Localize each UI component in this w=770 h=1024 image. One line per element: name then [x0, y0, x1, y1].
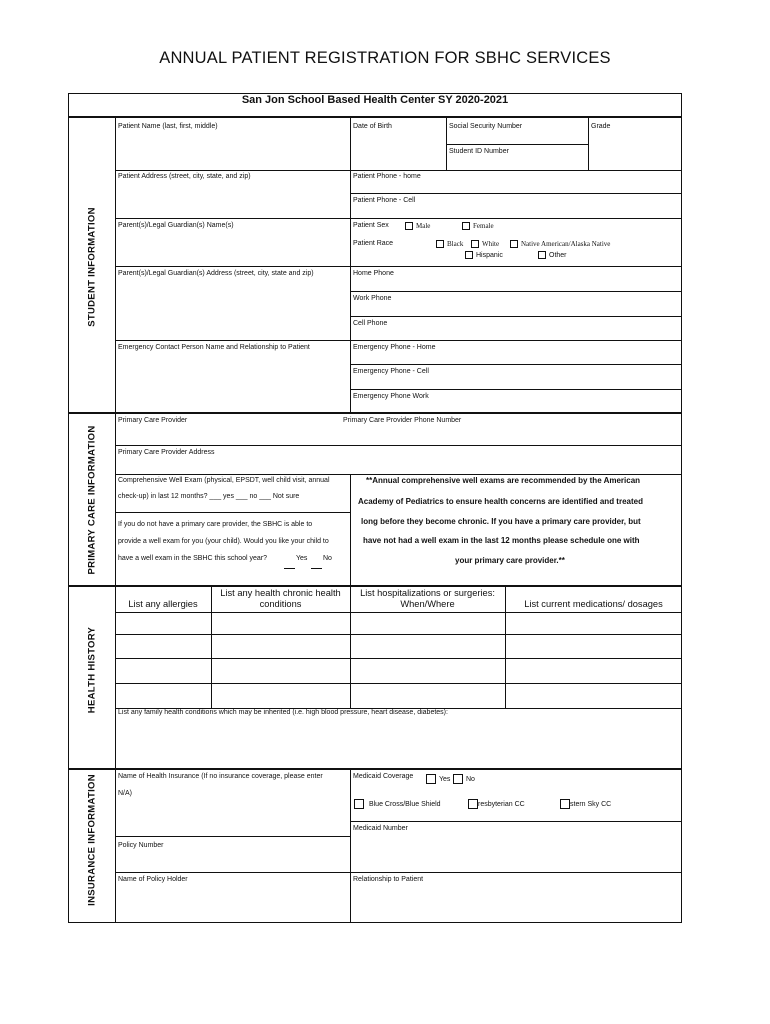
primary-care-address-field[interactable]: Primary Care Provider Address	[118, 449, 215, 456]
row-line	[115, 474, 682, 475]
emergency-home-field[interactable]: Emergency Phone - Home	[353, 344, 436, 351]
blue-cross-label: Blue Cross/Blue Shield	[368, 800, 441, 808]
row-line	[350, 364, 682, 365]
checkbox-icon[interactable]	[436, 240, 444, 248]
row-line	[350, 193, 682, 194]
checkbox-icon[interactable]	[462, 222, 470, 230]
medicaid-yes-label: Yes	[439, 775, 451, 783]
insurance-name-line2: N/A)	[118, 790, 132, 797]
policy-number-field[interactable]: Policy Number	[118, 842, 164, 849]
row-line	[350, 821, 682, 822]
well-exam-note-line1: **Annual comprehensive well exams are recommended by the American	[366, 476, 641, 485]
row-line	[115, 170, 682, 171]
row-line	[115, 634, 682, 635]
emergency-work-field[interactable]: Emergency Phone Work	[353, 393, 429, 400]
sex-female-label: Female	[473, 222, 494, 230]
date-of-birth-field[interactable]: Date of Birth	[353, 123, 392, 130]
presbyterian-label: resbyterian CC	[478, 800, 525, 808]
checkbox-icon[interactable]	[453, 774, 463, 784]
well-exam-note-line4: have not had a well exam in the last 12 months please schedule one with	[363, 536, 640, 545]
well-exam-note-line5: your primary care provider.**	[455, 556, 565, 565]
checkbox-icon[interactable]	[405, 222, 413, 230]
insurance-name-line1[interactable]: Name of Health Insurance (If no insurance coverage, please enter	[118, 773, 323, 780]
section-label-primary-care: PRIMARY CARE INFORMATION	[86, 425, 98, 575]
guardian-address-field[interactable]: Parent(s)/Legal Guardian(s) Address (street, city, state and zip)	[118, 270, 314, 277]
student-mid-divider	[350, 116, 351, 412]
no-provider-text-line2: provide a well exam for you (your child). Would you like your child to	[118, 538, 329, 545]
chronic-header-line2: conditions	[259, 599, 302, 609]
insurance-divider	[350, 768, 351, 923]
race-black-option[interactable]	[436, 240, 463, 248]
well-exam-note-line3: long before they become chronic. If you have a primary care provider, but	[361, 517, 641, 526]
race-native-option[interactable]	[510, 240, 610, 248]
row-line	[350, 316, 682, 317]
ssn-divider	[446, 116, 447, 170]
surgeries-header	[350, 588, 505, 610]
surgeries-header-line1: List hospitalizations or surgeries:	[360, 588, 495, 598]
western-sky-label: stern Sky CC	[570, 800, 612, 808]
medications-header: List current medications/ dosages	[524, 599, 663, 609]
patient-address-field[interactable]: Patient Address (street, city, state, and zip)	[118, 173, 251, 180]
row-line	[115, 445, 682, 446]
cell-phone-field[interactable]: Cell Phone	[353, 320, 388, 327]
relationship-field[interactable]: Relationship to Patient	[353, 876, 424, 883]
checkbox-icon[interactable]	[468, 799, 478, 809]
chronic-header-line1: List any health chronic health	[220, 588, 341, 598]
yes-blank[interactable]	[284, 568, 295, 569]
race-white-label: White	[482, 240, 500, 248]
race-white-option[interactable]	[471, 240, 499, 248]
row-line	[115, 512, 350, 513]
sex-male-option[interactable]	[405, 222, 430, 230]
surgeries-header-line2: When/Where	[400, 599, 455, 609]
primary-care-phone-field[interactable]: Primary Care Provider Phone Number	[343, 417, 462, 424]
well-exam-yes-option[interactable]: Yes	[296, 555, 308, 562]
checkbox-icon[interactable]	[354, 799, 364, 809]
no-blank[interactable]	[311, 568, 322, 569]
medicaid-yes-option[interactable]	[426, 774, 450, 784]
emergency-contact-field[interactable]: Emergency Contact Person Name and Relationship to Patient	[118, 344, 310, 351]
checkbox-icon[interactable]	[538, 251, 546, 259]
patient-race-label: Patient Race	[353, 240, 394, 247]
label-column-divider	[115, 116, 116, 923]
no-provider-text-line1: If you do not have a primary care provider, the SBHC is able to	[118, 521, 313, 528]
form-title: ANNUAL PATIENT REGISTRATION FOR SBHC SERVICES	[159, 49, 611, 67]
checkbox-icon[interactable]	[560, 799, 570, 809]
primary-care-provider-field[interactable]: Primary Care Provider	[118, 417, 188, 424]
row-line	[350, 389, 682, 390]
sex-male-label: Male	[416, 222, 431, 230]
presbyterian-option[interactable]	[468, 799, 525, 809]
medicaid-no-label: No	[466, 775, 475, 783]
patient-name-field[interactable]: Patient Name (last, first, middle)	[118, 123, 218, 130]
no-provider-text-line3: have a well exam in the SBHC this school year?	[118, 555, 268, 562]
guardian-names-field[interactable]: Parent(s)/Legal Guardian(s) Name(s)	[118, 222, 234, 229]
emergency-cell-field[interactable]: Emergency Phone - Cell	[353, 368, 429, 375]
sex-female-option[interactable]	[462, 222, 494, 230]
ssn-field[interactable]: Social Security Number	[449, 123, 523, 130]
section-divider	[68, 585, 682, 587]
student-id-field[interactable]: Student ID Number	[449, 148, 509, 155]
primary-care-divider	[350, 474, 351, 585]
well-exam-question-line1: Comprehensive Well Exam (physical, EPSDT, well child visit, annual	[118, 477, 330, 484]
race-other-option[interactable]	[538, 251, 567, 259]
section-divider	[68, 768, 682, 770]
grade-divider	[588, 116, 589, 170]
section-divider	[68, 116, 682, 118]
chronic-conditions-header	[211, 588, 350, 610]
patient-sex-label: Patient Sex	[353, 222, 389, 229]
row-line	[115, 266, 682, 267]
row-line	[115, 658, 682, 659]
medicaid-coverage-label: Medicaid Coverage	[353, 773, 414, 780]
family-conditions-field[interactable]: List any family health conditions which may be inherited (i.e. high blood pressure, heart disease, diabetes):	[118, 709, 448, 716]
section-label-student: STUDENT INFORMATION	[86, 207, 98, 327]
medicaid-number-field[interactable]: Medicaid Number	[353, 825, 408, 832]
patient-phone-cell-field[interactable]: Patient Phone - Cell	[353, 197, 416, 204]
patient-phone-home-field[interactable]: Patient Phone - home	[353, 173, 421, 180]
well-exam-note-line2: Academy of Pediatrics to ensure health concerns are identified and treated	[358, 497, 643, 506]
row-line	[115, 340, 682, 341]
race-black-label: Black	[447, 240, 464, 248]
work-phone-field[interactable]: Work Phone	[353, 295, 392, 302]
blue-cross-option[interactable]	[354, 799, 441, 809]
race-hispanic-label: Hispanic	[476, 251, 503, 259]
row-line	[115, 683, 682, 684]
western-sky-option[interactable]	[560, 799, 611, 809]
race-hispanic-option[interactable]	[465, 251, 503, 259]
medicaid-no-option[interactable]	[453, 774, 475, 784]
home-phone-field[interactable]: Home Phone	[353, 270, 394, 277]
checkbox-icon[interactable]	[426, 774, 436, 784]
row-line	[115, 872, 682, 873]
row-line	[115, 218, 682, 219]
checkbox-icon[interactable]	[471, 240, 479, 248]
row-line	[350, 291, 682, 292]
allergies-header: List any allergies	[128, 599, 198, 609]
grade-field[interactable]: Grade	[591, 123, 611, 130]
well-exam-question-line2[interactable]: check-up) in last 12 months? ___ yes ___ no ___ Not sure	[118, 493, 300, 500]
checkbox-icon[interactable]	[510, 240, 518, 248]
well-exam-no-option[interactable]: No	[323, 555, 332, 562]
section-label-health-history: HEALTH HISTORY	[86, 626, 98, 714]
section-label-insurance: INSURANCE INFORMATION	[86, 774, 98, 906]
policy-holder-field[interactable]: Name of Policy Holder	[118, 876, 188, 883]
row-line	[115, 836, 350, 837]
form-subtitle: San Jon School Based Health Center SY 2020-2021	[241, 94, 509, 106]
section-divider	[68, 412, 682, 414]
race-native-label: Native American/Alaska Native	[521, 240, 611, 248]
checkbox-icon[interactable]	[465, 251, 473, 259]
race-other-label: Other	[549, 251, 567, 259]
row-line	[446, 144, 588, 145]
row-line	[115, 612, 682, 613]
